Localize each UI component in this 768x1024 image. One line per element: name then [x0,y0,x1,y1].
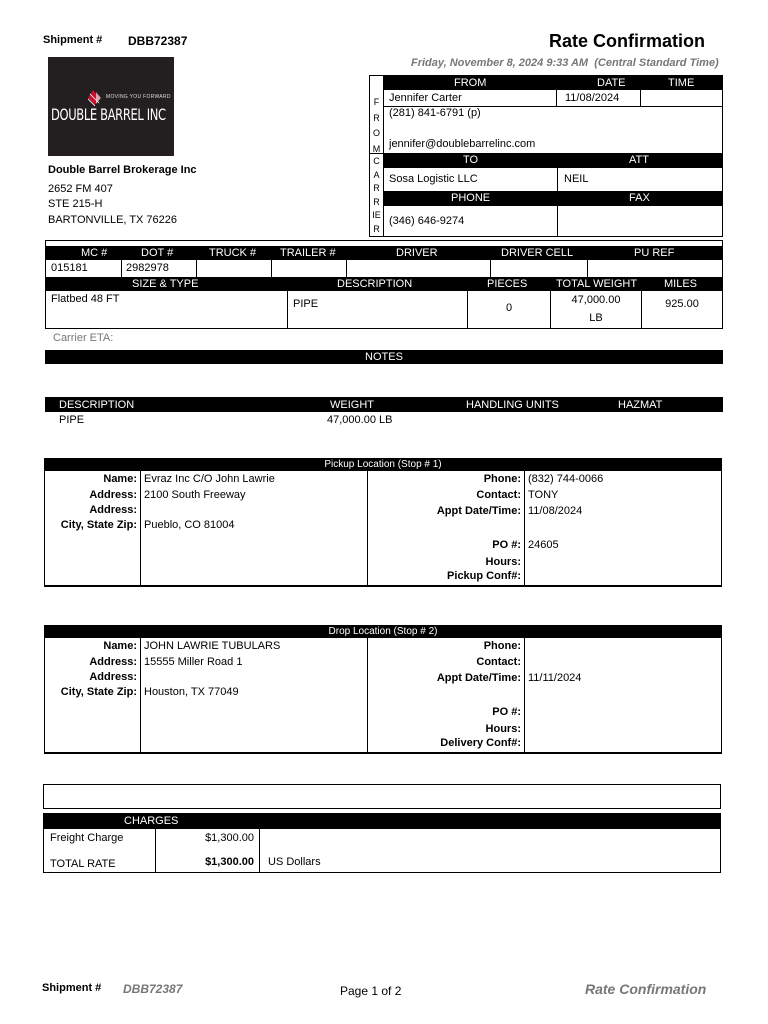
size-type-header: SIZE & TYPE [132,278,199,290]
carrier-phone: (346) 646-9274 [389,215,465,227]
notes-header: NOTES [45,350,723,364]
currency-label: US Dollars [268,856,321,868]
pu-ref-header: PU REF [634,247,675,259]
blank-box [43,784,721,809]
weight-unit: LB [589,312,603,324]
from-side-label: F R O M [372,97,381,154]
trailer-header: TRAILER # [280,247,336,259]
from-phone: (281) 841-6791 (p) [389,107,481,119]
drop-title: Drop Location (Stop # 2) [328,626,438,637]
company-address-2: STE 215-H [48,198,103,210]
truck-header: TRUCK # [209,247,257,259]
logo-text: DOUBLE BARREL INC [51,105,166,124]
driver-header: DRIVER [396,247,438,259]
shipment-label: Shipment # [43,34,103,46]
pickup-appt: 11/08/2024 [528,505,583,517]
pickup-address: 2100 South Freeway [144,489,246,501]
footer-shipment-label: Shipment # [42,982,102,994]
hazmat-header: HAZMAT [618,399,663,411]
company-address-1: 2652 FM 407 [48,183,113,195]
pieces-header: PIECES [487,278,528,290]
carrier-eta-label: Carrier ETA: [53,332,114,344]
from-header-bar [384,76,722,90]
dot-value: 2982978 [126,262,169,274]
company-logo [48,57,174,156]
page-number: Page 1 of 2 [340,984,402,998]
freight-charge-label: Freight Charge [50,832,124,844]
pickup-contact: TONY [528,489,559,501]
equipment-header-row [46,246,722,260]
time-header: TIME [668,77,695,89]
phone-header-bar [384,191,722,206]
att-header: ATT [629,154,649,166]
from-header: FROM [454,77,487,89]
company-name: Double Barrel Brokerage Inc [48,164,197,176]
drop-address: 15555 Miller Road 1 [144,656,243,668]
freight-charge-amount: $1,300.00 [205,832,254,844]
drop-appt: 11/11/2024 [528,672,582,684]
shipment-number: DBB72387 [128,34,188,48]
print-datetime: Friday, November 8, 2024 9:33 AM (Central Standard Time) [411,57,719,69]
footer-shipment-number: DBB72387 [123,982,183,996]
commodity-weight: 47,000.00 LB [327,414,393,426]
driver-cell-header: DRIVER CELL [501,247,574,259]
description-value: PIPE [293,298,319,310]
phone-header: PHONE [451,192,491,204]
carrier-att: NEIL [564,173,589,185]
charges-header: CHARGES [124,815,179,827]
handling-units-header: HANDLING UNITS [466,399,559,411]
description-header: DESCRIPTION [337,278,413,290]
total-rate-amount: $1,300.00 [205,856,254,868]
mc-value: 015181 [51,262,88,274]
commodity-header-row [45,397,723,412]
drop-title-bar [45,626,721,638]
load-header-row [46,277,722,291]
charges-header-bar [44,814,720,829]
to-header: TO [463,154,479,166]
company-address-3: BARTONVILLE, TX 76226 [48,214,178,226]
total-weight-header: TOTAL WEIGHT [556,278,638,290]
commodity-description-header: DESCRIPTION [59,399,135,411]
pickup-phone: (832) 744-0066 [528,473,604,485]
drop-city: Houston, TX 77049 [144,686,239,698]
pickup-name: Evraz Inc C/O John Lawrie [144,473,275,485]
mc-header: MC # [81,247,108,259]
size-type-value: Flatbed 48 FT [51,293,120,305]
miles-value: 925.00 [665,298,699,310]
commodity-description: PIPE [59,414,85,426]
from-email: jennifer@doublebarrelinc.com [389,138,536,150]
miles-header: MILES [664,278,698,290]
dot-header: DOT # [141,247,174,259]
from-date: 11/08/2024 [565,92,620,104]
total-weight-value: 47,000.00 [571,294,621,306]
pickup-po: 24605 [528,539,559,551]
pickup-city: Pueblo, CO 81004 [144,519,235,531]
footer-title: Rate Confirmation [585,981,707,997]
logo-tagline: MOVING YOU FORWARD [106,94,171,100]
commodity-weight-header: WEIGHT [330,399,374,411]
total-rate-label: TOTAL RATE [50,858,116,870]
pickup-title-bar [45,459,721,471]
fax-header: FAX [629,192,650,204]
pieces-value: 0 [505,302,513,314]
drop-name: JOHN LAWRIE TUBULARS [144,640,281,652]
date-header: DATE [597,77,626,89]
pickup-title: Pickup Location (Stop # 1) [324,459,442,470]
carrier-name: Sosa Logistic LLC [389,173,478,185]
carrier-side-label: C A R R IE R [372,156,381,234]
page-title: Rate Confirmation [549,31,706,51]
from-name: Jennifer Carter [389,92,462,104]
carrier-header-bar [384,153,722,168]
